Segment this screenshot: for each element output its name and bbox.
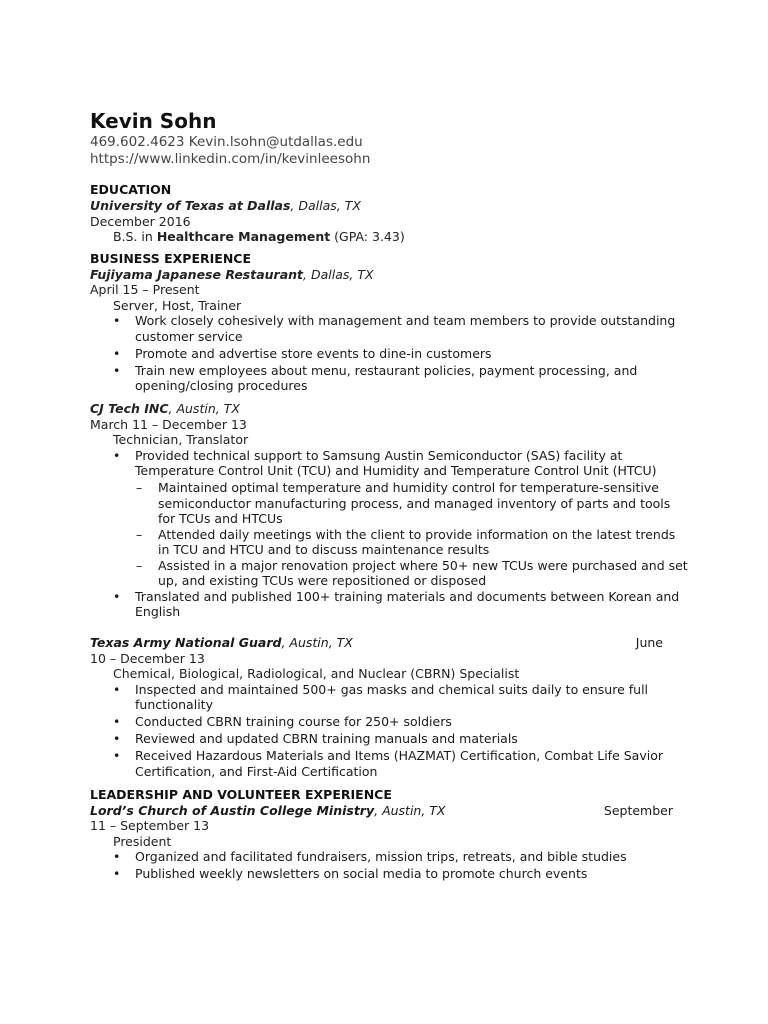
leadership-date-start: September [603, 802, 673, 818]
business-heading: BUSINESS EXPERIENCE [90, 250, 251, 266]
degree-prefix: B.S. in [113, 229, 157, 244]
leadership-location: , Austin, TX [374, 802, 446, 818]
job-bullets [90, 313, 690, 394]
bullet-item: • Train new employees about menu, restaurant policies, payment processing, and opening/closing procedures [90, 363, 690, 394]
job-org-row [90, 635, 690, 651]
job-bullets [90, 448, 690, 479]
bullet-item: • Translated and published 100+ training materials and documents between Korean and English [90, 589, 690, 620]
bullet-item: • Received Hazardous Materials and Items (HAZMAT) Certification, Combat Life Savior Certification, and First-Aid Certification [90, 748, 690, 779]
bullet-item: • Published weekly newsletters on social media to promote church events [90, 866, 690, 882]
education-heading: EDUCATION [90, 182, 172, 197]
education-degree [90, 229, 690, 245]
job-role: Technician, Translator [113, 432, 249, 447]
leadership-org-row [90, 803, 690, 819]
job-org: Texas Army National Guard [90, 635, 282, 650]
leadership-heading: LEADERSHIP AND VOLUNTEER EXPERIENCE [90, 786, 392, 802]
job-org-line [90, 635, 353, 651]
bullet-item: • Inspected and maintained 500+ gas masks and chemical suits daily to ensure full functionality [90, 682, 690, 713]
leadership-bullets [90, 849, 690, 882]
bullet-item: • Conducted CBRN training course for 250+ soldiers [90, 714, 690, 730]
sub-bullet-item: – Attended daily meetings with the client to provide information on the latest trends in TCU and HTCU and to discuss maintenance results [90, 527, 690, 558]
job-date-start: June [635, 635, 663, 650]
bullet-item: • Work closely cohesively with management and team members to provide outstanding customer service [90, 313, 690, 344]
contact-line: 469.602.4623 Kevin.lsohn@utdallas.edu [90, 134, 363, 150]
job-org: Fujiyama Japanese Restaurant [90, 266, 304, 282]
job-location: , Austin, TX [281, 635, 353, 650]
school-name: University of Texas at Dallas [90, 198, 291, 213]
candidate-name: Kevin Sohn [90, 109, 217, 133]
degree-gpa: (GPA: 3.43) [330, 229, 405, 244]
job-date: March 11 – December 13 [90, 416, 247, 432]
job-role: Chemical, Biological, Radiological, and Nuclear (CBRN) Specialist [113, 666, 520, 681]
job-date-continued: 10 – December 13 [90, 650, 205, 666]
job-bullets [90, 589, 690, 620]
school-location: , Dallas, TX [290, 198, 361, 213]
bullet-item: • Reviewed and updated CBRN training manuals and materials [90, 731, 690, 747]
sub-bullet-item: – Maintained optimal temperature and humidity control for temperature-sensitive semiconductor manufacturing process, and managed inventory of parts and tools for TCUs and HTCUs [90, 480, 690, 527]
bullet-item: • Promote and advertise store events to dine-in customers [90, 346, 690, 362]
education-school-line [90, 198, 690, 214]
degree-major: Healthcare Management [156, 229, 331, 244]
leadership-org: Lord’s Church of Austin College Ministry [90, 802, 375, 818]
leadership-date-continued: 11 – September 13 [90, 818, 210, 833]
leadership-org-line [90, 803, 446, 819]
resume-page [90, 108, 690, 883]
job-role: Server, Host, Trainer [113, 297, 242, 313]
bullet-item: • Provided technical support to Samsung Austin Semiconductor (SAS) facility at Temperature Control Unit (TCU) and Humidity and Temperature Control Unit (HTCU) [90, 448, 690, 479]
job-location: , Austin, TX [168, 401, 240, 416]
leadership-role: President [113, 833, 172, 849]
bullet-item: • Organized and facilitated fundraisers, mission trips, retreats, and bible studies [90, 849, 690, 865]
job-location: , Dallas, TX [303, 266, 374, 282]
job-bullets [90, 682, 690, 780]
sub-bullet-item: – Assisted in a major renovation project where 50+ new TCUs were purchased and set up, and existing TCUs were repositioned or disposed [90, 558, 690, 589]
education-date: December 2016 [90, 213, 191, 229]
job-sub-bullets [90, 480, 690, 589]
job-org-line [90, 267, 690, 283]
job-org-line [90, 401, 690, 417]
linkedin-url: https://www.linkedin.com/in/kevinleesohn [90, 151, 371, 167]
job-org: CJ Tech INC [90, 401, 169, 416]
job-date: April 15 – Present [90, 282, 200, 297]
